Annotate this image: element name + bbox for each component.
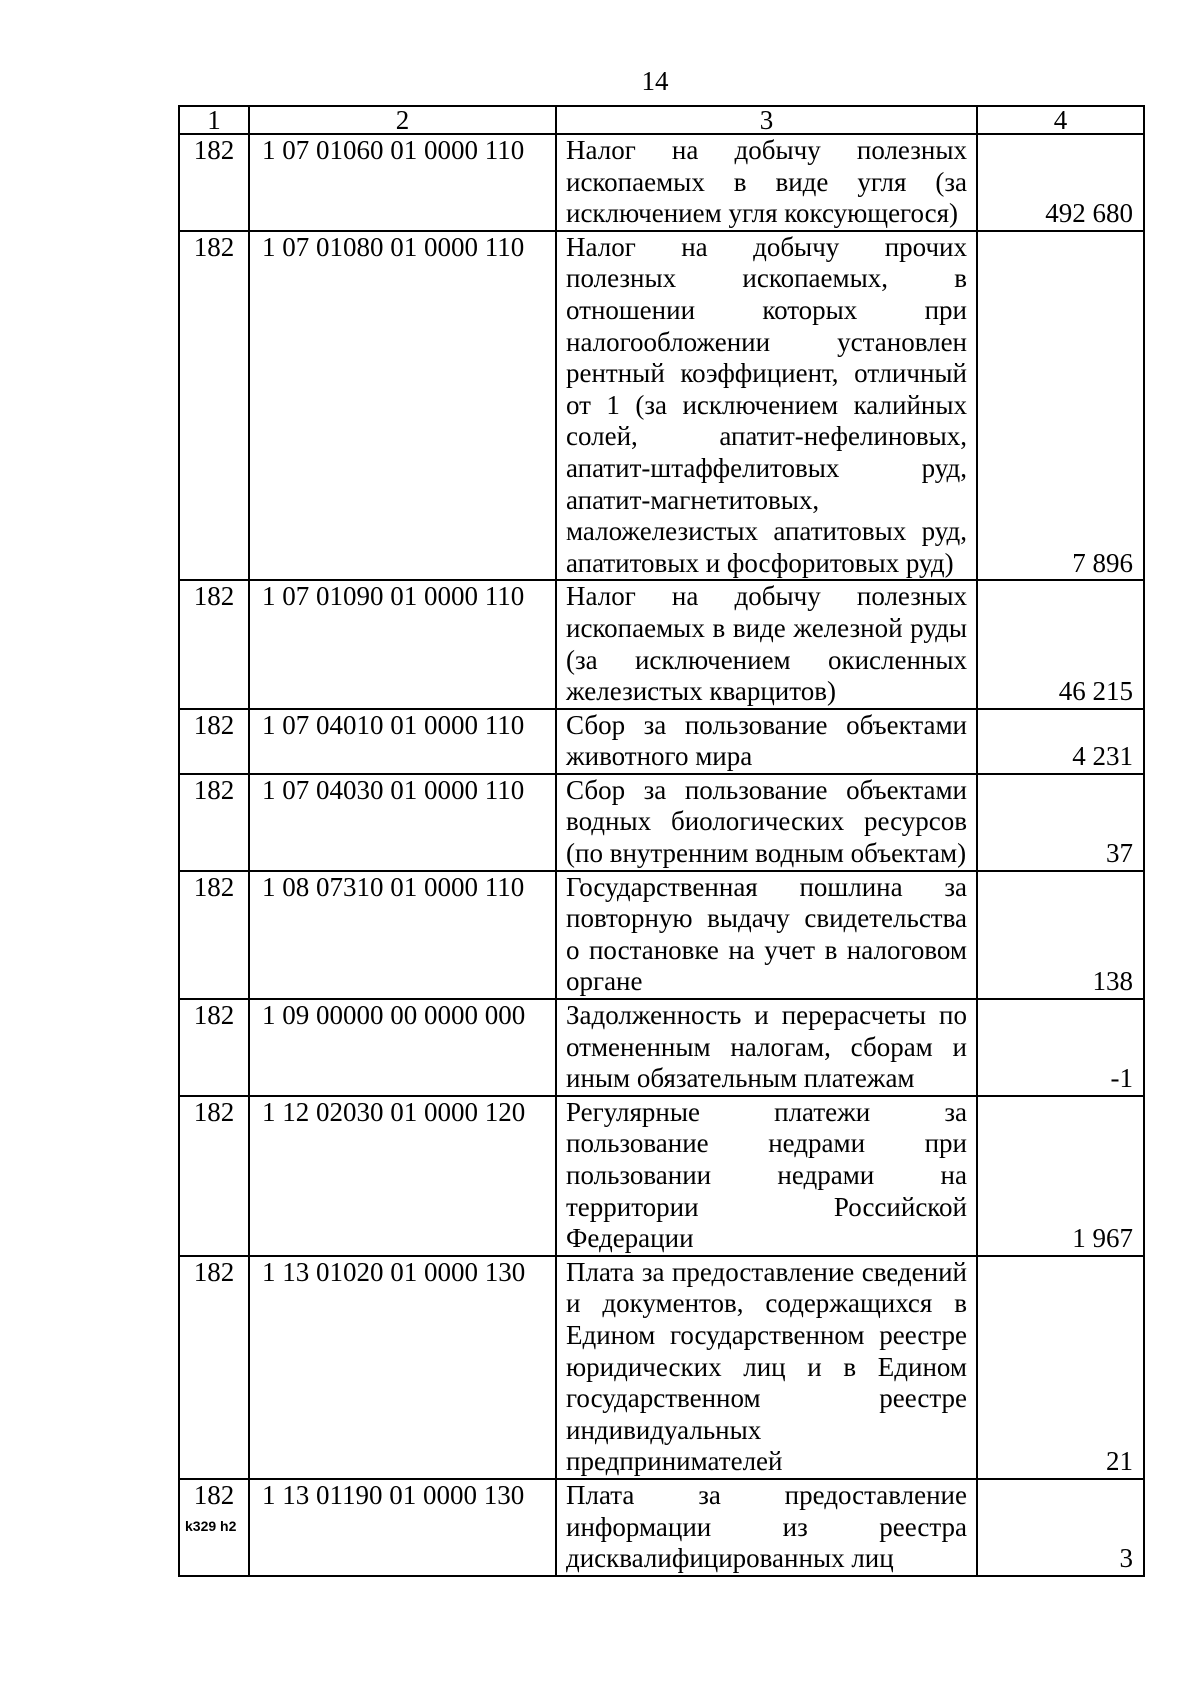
- admin-code-cell: 182: [179, 774, 249, 871]
- budget-code-cell: 1 09 00000 00 0000 000: [249, 999, 556, 1096]
- amount-cell: 4 231: [977, 709, 1144, 774]
- budget-code-cell: 1 07 01090 01 0000 110: [249, 580, 556, 708]
- budget-revenue-table: [178, 105, 1145, 1577]
- amount-cell: 1 967: [977, 1096, 1144, 1256]
- revenue-name-cell: Плата за предоставление сведений и документов, содержащихся в Едином государственном реестре юридических лиц и в Едином государственном реестре индивидуальных предпринимателей: [556, 1256, 977, 1479]
- amount-cell: 492 680: [977, 134, 1144, 231]
- amount-cell: 7 896: [977, 231, 1144, 581]
- revenue-name-cell: Сбор за пользование объектами животного мира: [556, 709, 977, 774]
- admin-code-cell: 182: [179, 1479, 249, 1576]
- table-row: [179, 134, 1144, 231]
- revenue-name-cell: Регулярные платежи за пользование недрами при пользовании недрами на территории Российской Федерации: [556, 1096, 977, 1256]
- admin-code-cell: 182: [179, 1096, 249, 1256]
- table-row: [179, 1479, 1144, 1576]
- amount-cell: 46 215: [977, 580, 1144, 708]
- amount-cell: 21: [977, 1256, 1144, 1479]
- budget-code-cell: 1 13 01190 01 0000 130: [249, 1479, 556, 1576]
- budget-code-cell: 1 13 01020 01 0000 130: [249, 1256, 556, 1479]
- revenue-name-cell: Государственная пошлина за повторную выдачу свидетельства о постановке на учет в налоговом органе: [556, 871, 977, 999]
- column-header-3: 3: [556, 106, 977, 134]
- revenue-name-cell: Налог на добычу полезных ископаемых в виде железной руды (за исключением окисленных железистых кварцитов): [556, 580, 977, 708]
- amount-cell: 37: [977, 774, 1144, 871]
- admin-code-cell: 182: [179, 871, 249, 999]
- column-header-2: 2: [249, 106, 556, 134]
- footer-document-code: k329 h2: [185, 1518, 237, 1534]
- amount-cell: 138: [977, 871, 1144, 999]
- admin-code-cell: 182: [179, 709, 249, 774]
- column-header-4: 4: [977, 106, 1144, 134]
- table-row: [179, 231, 1144, 581]
- budget-code-cell: 1 12 02030 01 0000 120: [249, 1096, 556, 1256]
- admin-code-cell: 182: [179, 580, 249, 708]
- table-row: [179, 709, 1144, 774]
- revenue-name-cell: Задолженность и перерасчеты по отмененным налогам, сборам и иным обязательным платежам: [556, 999, 977, 1096]
- revenue-name-cell: Налог на добычу прочих полезных ископаемых, в отношении которых при налогообложении установлен рентный коэффициент, отличный от 1 (за исключением калийных солей, апатит-нефелиновых, апатит-штаффелитовых руд, апатит-магнетитовых, маложелезистых апатитовых руд, апатитовых и фосфоритовых руд): [556, 231, 977, 581]
- budget-code-cell: 1 07 01080 01 0000 110: [249, 231, 556, 581]
- table-row: [179, 999, 1144, 1096]
- table-header-row: [179, 106, 1144, 134]
- amount-cell: 3: [977, 1479, 1144, 1576]
- admin-code-cell: 182: [179, 1256, 249, 1479]
- table-row: [179, 1096, 1144, 1256]
- table-row: [179, 871, 1144, 999]
- table-row: [179, 580, 1144, 708]
- revenue-name-cell: Налог на добычу полезных ископаемых в виде угля (за исключением угля коксующегося): [556, 134, 977, 231]
- table-row: [179, 774, 1144, 871]
- table-row: [179, 1256, 1144, 1479]
- column-header-1: 1: [179, 106, 249, 134]
- revenue-name-cell: Сбор за пользование объектами водных биологических ресурсов (по внутренним водным объектам): [556, 774, 977, 871]
- revenue-name-cell: Плата за предоставление информации из реестра дисквалифицированных лиц: [556, 1479, 977, 1576]
- amount-cell: -1: [977, 999, 1144, 1096]
- admin-code-cell: 182: [179, 999, 249, 1096]
- budget-code-cell: 1 07 04030 01 0000 110: [249, 774, 556, 871]
- budget-code-cell: 1 08 07310 01 0000 110: [249, 871, 556, 999]
- admin-code-cell: 182: [179, 134, 249, 231]
- admin-code-cell: 182: [179, 231, 249, 581]
- budget-code-cell: 1 07 04010 01 0000 110: [249, 709, 556, 774]
- page-number: 14: [641, 66, 669, 96]
- budget-code-cell: 1 07 01060 01 0000 110: [249, 134, 556, 231]
